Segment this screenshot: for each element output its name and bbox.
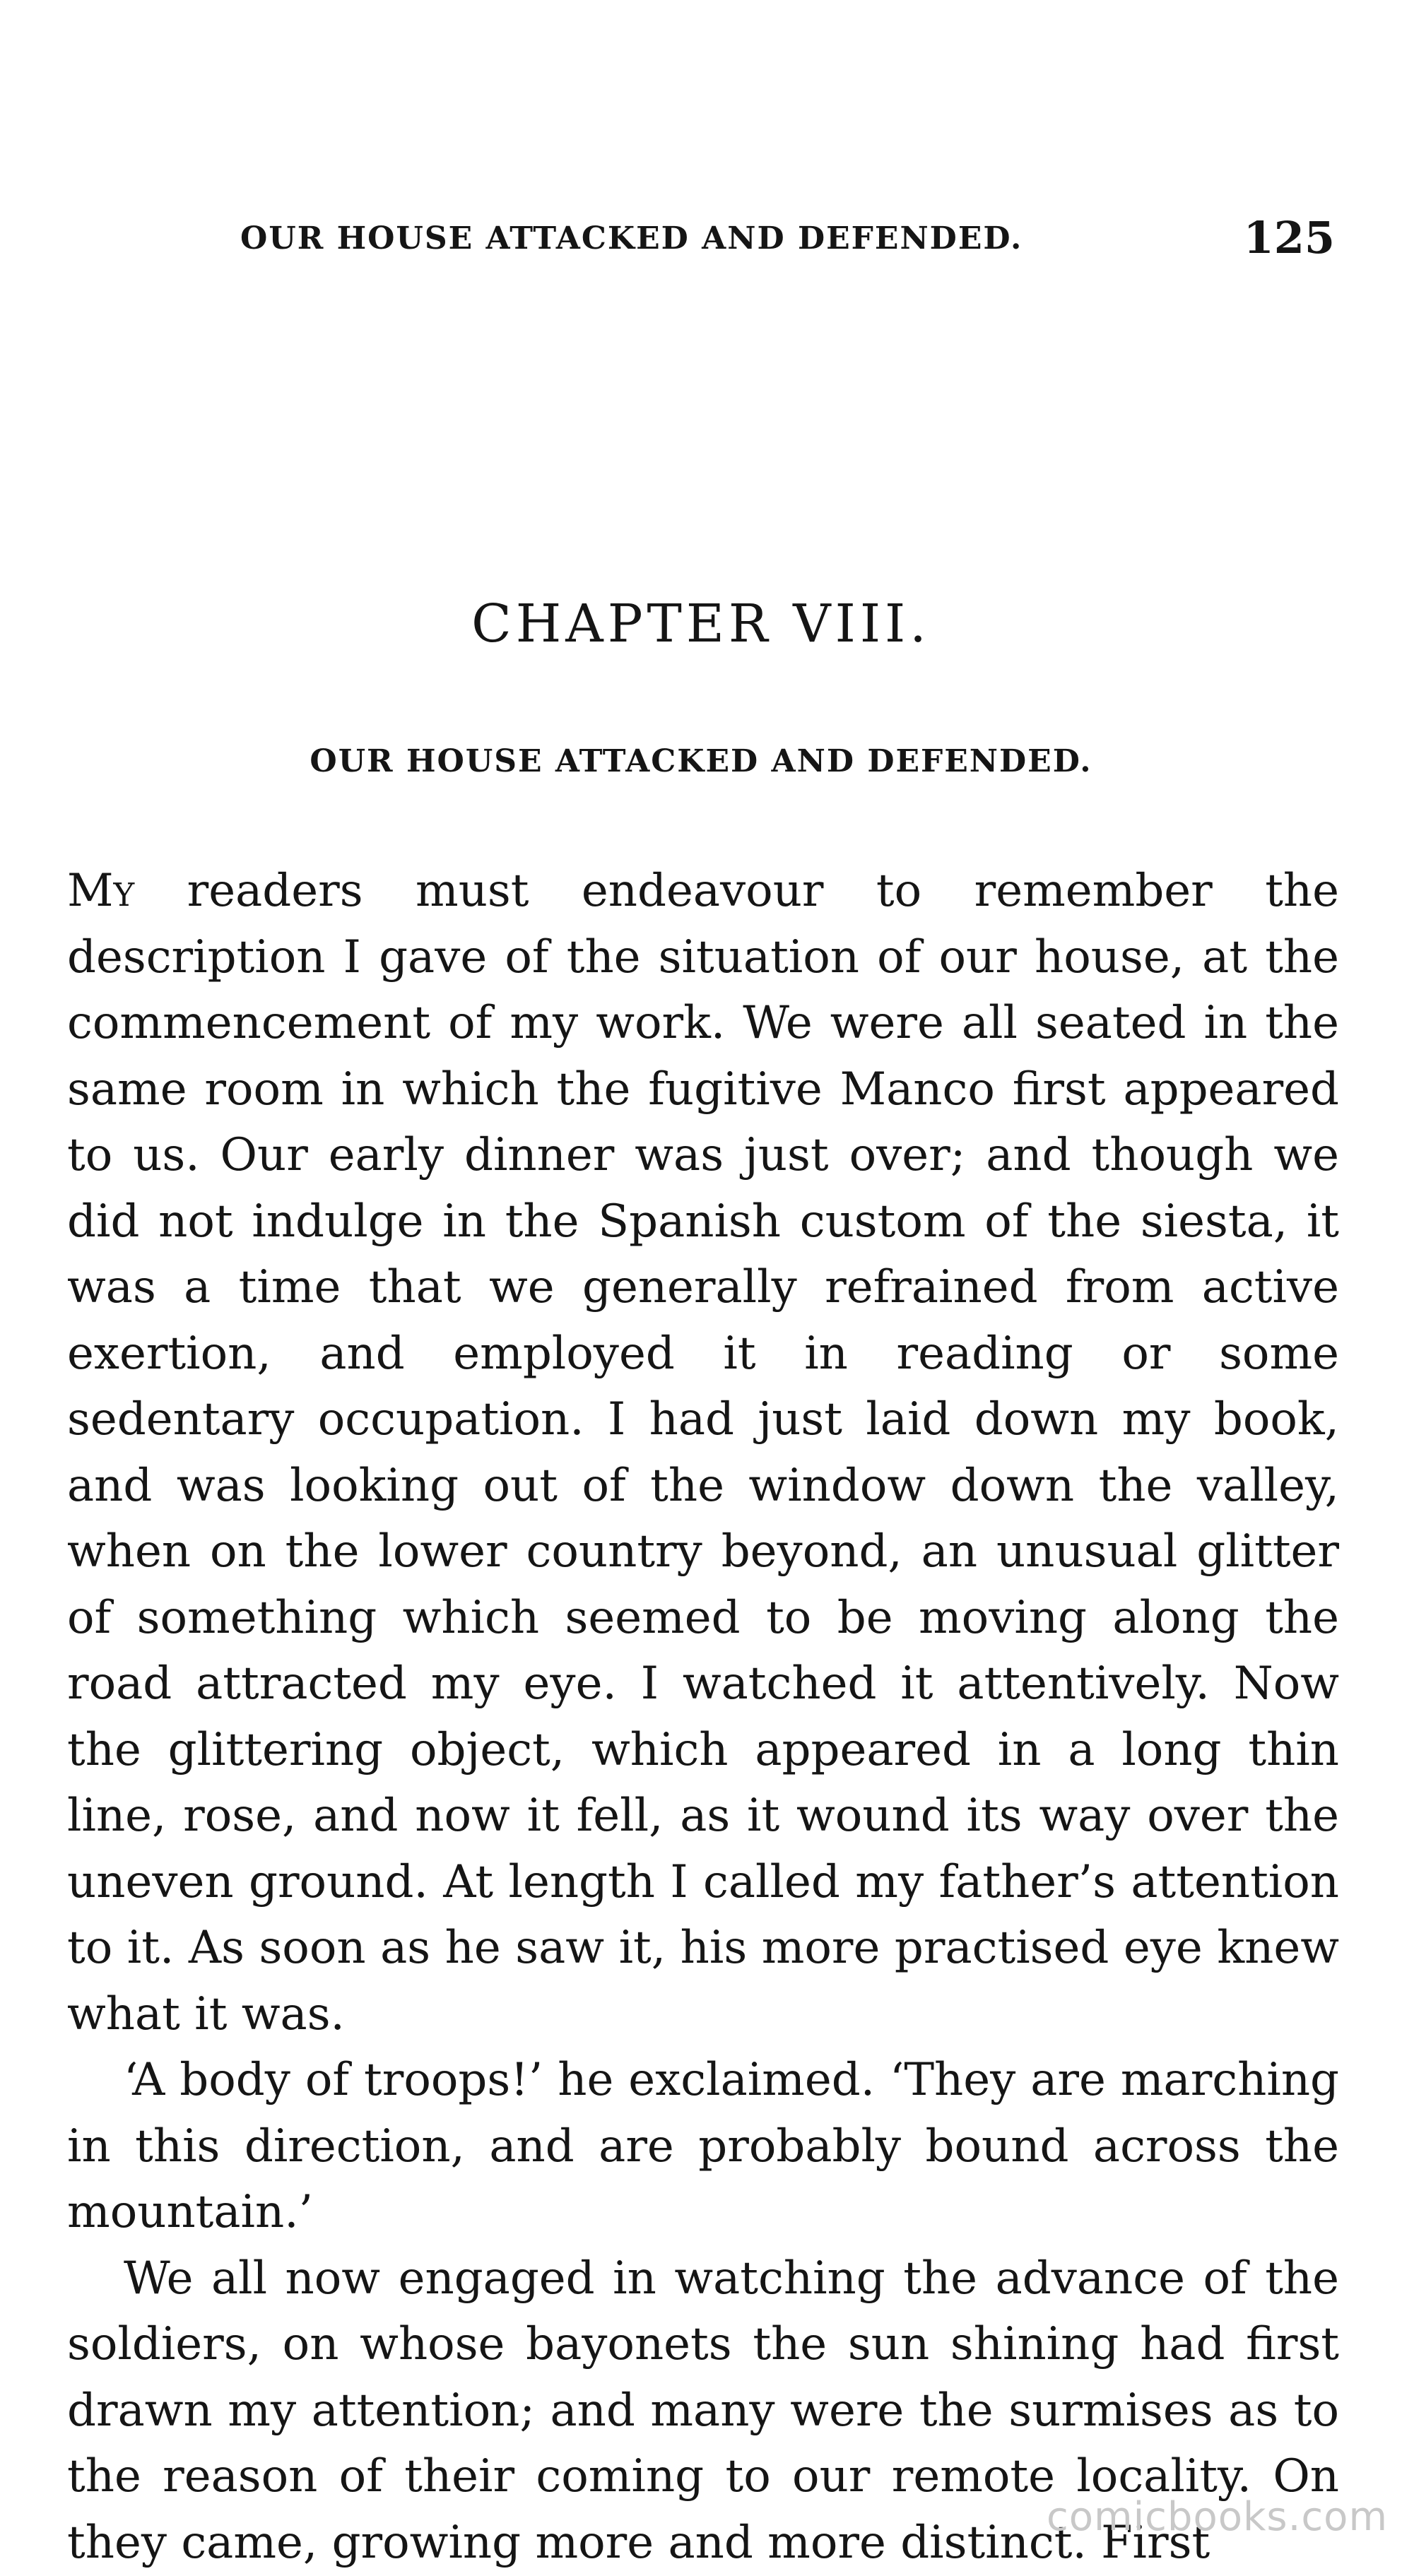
chapter-subtitle: OUR HOUSE ATTACKED AND DEFENDED. — [0, 743, 1402, 779]
watermark: comicbooks.com — [1047, 2494, 1388, 2540]
page-number: 125 — [1244, 212, 1335, 264]
paragraph-1 — [67, 858, 1339, 2048]
paragraph-3: We all now engaged in watching the advance of the soldiers, on whose bayonets the sun shining had first drawn my attention; and many were the surmises as to the reason of their coming to our remote locality. On they came, growing more and more distinct. First — [67, 2246, 1339, 2576]
paragraph-2: ‘A body of troops!’ he exclaimed. ‘They are marching in this direction, and are probably bound across the mountain.’ — [67, 2048, 1339, 2246]
running-head: OUR HOUSE ATTACKED AND DEFENDED. — [240, 220, 1145, 256]
chapter-body — [67, 858, 1339, 2576]
paragraph-1-opening-word: My — [67, 865, 134, 917]
paragraph-1-text: readers must endeavour to remember the description I gave of the situation of our house, at the commencement of my work. We were all seated in the same room in which the fugitive Manco first appeared to us. Our early dinner was just over; and though we did not indulge in the Spanish custom of the siesta, it was a time that we generally refrained from active exertion, and employed it in reading or some sedentary occupation. I had just laid down my book, and was looking out of the window down the valley, when on the lower country beyond, an unusual glitter of something which seemed to be moving along the road attracted my eye. I watched it attentively. Now the glittering object, which appeared in a long thin line, rose, and now it fell, as it wound its way over the uneven ground. At length I called my father’s attention to it. As soon as he saw it, his more practised eye knew what it was. — [67, 865, 1339, 2040]
chapter-title: CHAPTER VIII. — [0, 593, 1402, 654]
